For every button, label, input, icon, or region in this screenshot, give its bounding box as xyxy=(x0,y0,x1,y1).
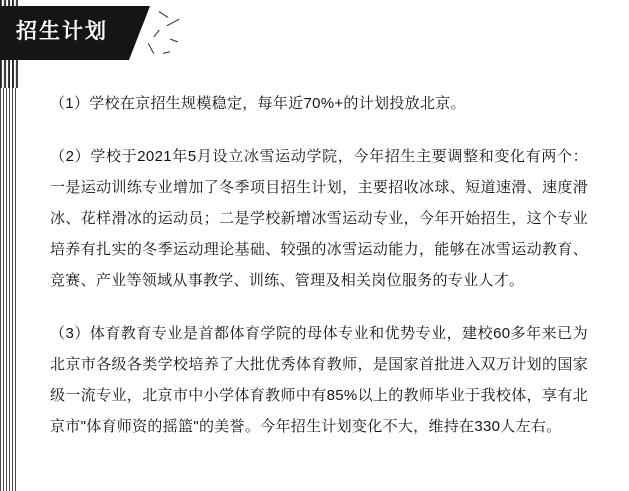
paragraph-1: （1）学校在京招生规模稳定，每年近70%+的计划投放北京。 xyxy=(50,95,466,112)
sparkle-icon xyxy=(167,19,180,26)
document-body xyxy=(50,88,588,442)
sparkle-icon xyxy=(159,11,169,18)
paragraph-2: （2）学校于2021年5月设立冰雪运动学院，今年招生主要调整和变化有两个：一是运动训练专业增加了冬季项目招生计划，主要招收冰球、短道速滑、速度滑冰、花样滑冰的运动员；二是学校新增冰雪运动专业，今年开始招生，这个专业培养有扎实的冬季运动理论基础、较强的冰雪运动能力，能够在冰雪运动教育、竞赛、产业等领域从事教学、训练、管理及相关岗位服务的专业人才。 xyxy=(50,148,588,289)
sparkle-icon xyxy=(163,51,170,54)
page-title: 招生计划 xyxy=(16,20,108,43)
header-banner xyxy=(0,0,190,74)
paragraph-3: （3）体育教育专业是首都体育学院的母体专业和优势专业，建校60多年来已为北京市各级各类学校培养了大批优秀体育教师，是国家首批进入双万计划的国家级一流专业，北京市中小学体育教师中有85%以上的教师毕业于我校体，享有北京市"体育师资的摇篮"的美誉。今年招生计划变化不大，维持在330人左右。 xyxy=(50,325,588,435)
sparkle-icon xyxy=(148,43,155,54)
sparkle-icon xyxy=(170,39,178,43)
sparkle-icon xyxy=(153,30,159,38)
